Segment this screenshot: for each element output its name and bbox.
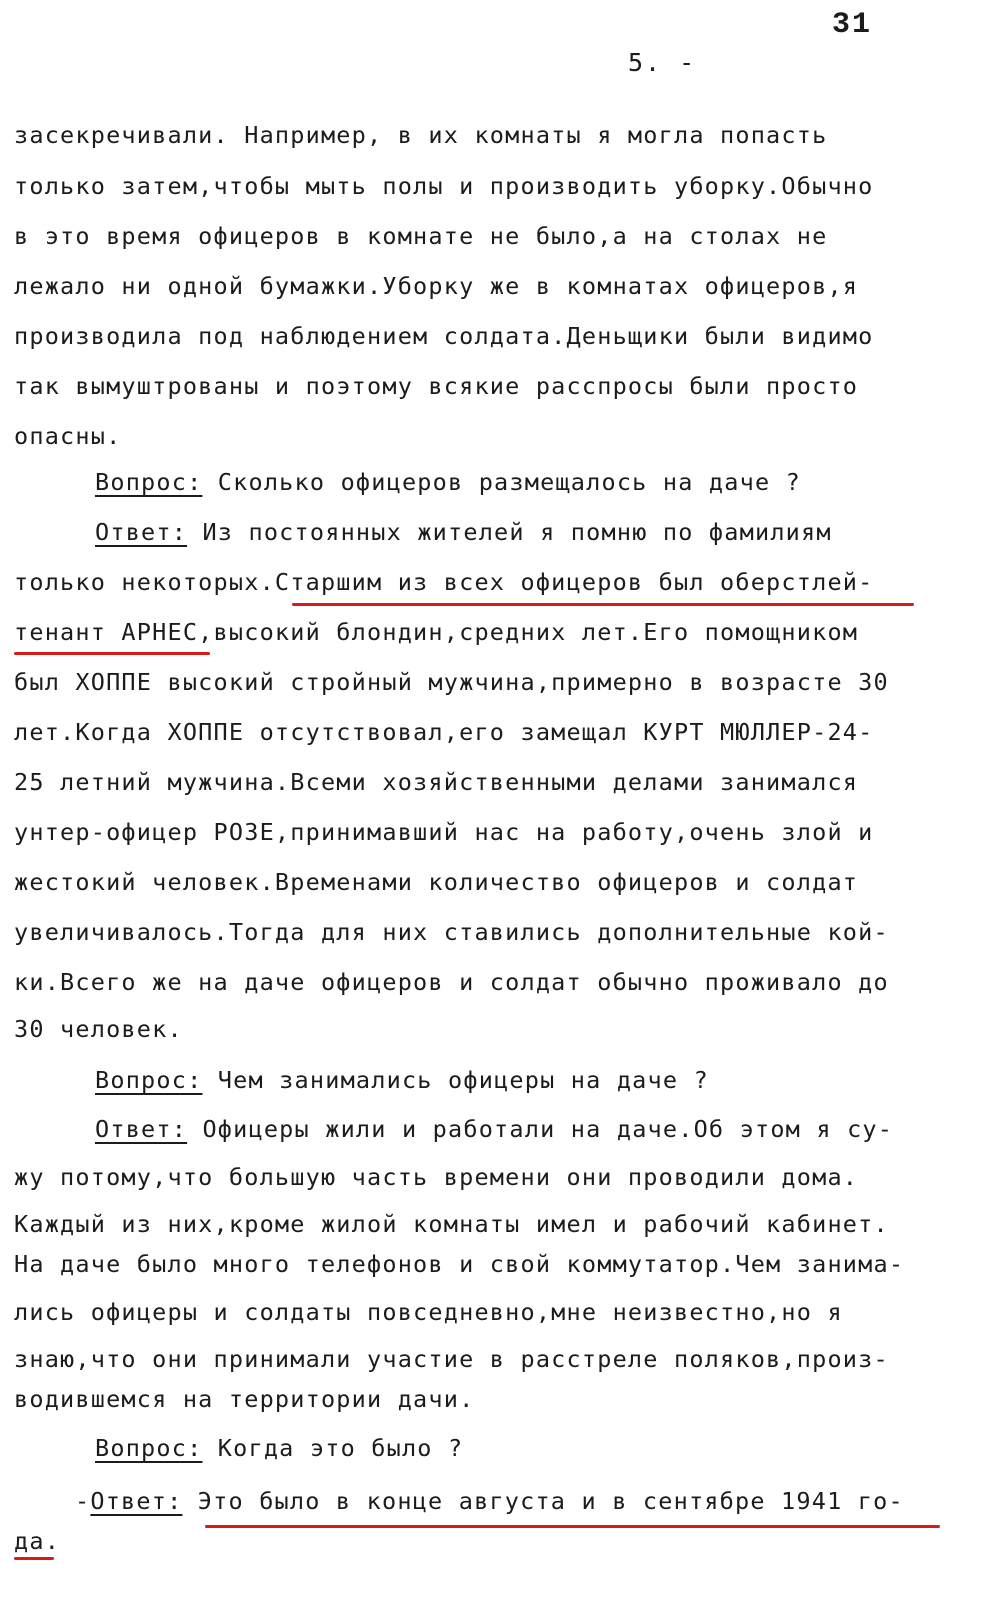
answer-text: Офицеры жили и работали на даче.Об этом я су- xyxy=(187,1115,894,1143)
archive-page-number: 31 xyxy=(831,8,872,42)
question-label: Вопрос: xyxy=(95,1434,203,1462)
text-line: Каждый из них,кроме жилой комнаты имел и рабочий кабинет. xyxy=(14,1210,889,1238)
question-text: Когда это было ? xyxy=(202,1434,464,1462)
text-line: в это время офицеров в комнате не было,а на столах не xyxy=(14,222,828,250)
answer-text: Это было в конце августа и в сентябре 1941 го- xyxy=(182,1487,904,1515)
question-text: Чем занимались офицеры на даче ? xyxy=(202,1066,709,1094)
red-underline-mark xyxy=(292,603,914,606)
answer-prefix: - xyxy=(75,1487,91,1515)
question-line xyxy=(95,1434,463,1462)
question-line xyxy=(95,1066,709,1094)
question-line xyxy=(95,468,801,496)
answer-text: Из постоянных жителей я помню по фамилиям xyxy=(187,518,832,546)
text-line: засекречивали. Например, в их комнаты я могла попасть xyxy=(14,121,828,149)
text-line: да. xyxy=(14,1527,61,1555)
text-line: лет.Когда ХОППЕ отсутствовал,его замещал КУРТ МЮЛЛЕР-24- xyxy=(14,718,874,746)
question-label: Вопрос: xyxy=(95,1066,203,1094)
text-line: жу потому,что большую часть времени они проводили дома. xyxy=(14,1163,859,1191)
text-line: 25 летний мужчина.Всеми хозяйственными делами занимался xyxy=(14,768,859,796)
red-underline-mark xyxy=(14,652,210,655)
question-label: Вопрос: xyxy=(95,468,203,496)
text-line: так вымуштрованы и поэтому всякие расспросы были просто xyxy=(14,372,859,400)
text-line: водившемся на территории дачи. xyxy=(14,1385,475,1413)
answer-label: Ответ: xyxy=(95,1115,188,1143)
text-line: только некоторых.Старшим из всех офицеров был оберстлей- xyxy=(14,568,874,596)
text-line: лись офицеры и солдаты повседневно,мне неизвестно,но я xyxy=(14,1298,843,1326)
text-line: производила под наблюдением солдата.Деньщики были видимо xyxy=(14,322,874,350)
answer-label: Ответ: xyxy=(90,1487,183,1515)
text-line: унтер-офицер РОЗЕ,принимавший нас на работу,очень злой и xyxy=(14,818,874,846)
text-line: знаю,что они принимали участие в расстреле поляков,произ- xyxy=(14,1345,889,1373)
text-line: увеличивалось.Тогда для них ставились дополнительные кой- xyxy=(14,918,889,946)
answer-line xyxy=(95,1115,893,1143)
answer-line xyxy=(95,518,832,546)
text-line: опасны. xyxy=(14,422,122,450)
red-underline-mark xyxy=(14,1557,54,1560)
answer-label: Ответ: xyxy=(95,518,188,546)
red-underline-mark xyxy=(205,1525,940,1528)
answer-line xyxy=(75,1487,904,1515)
page-number: 5. - xyxy=(628,48,697,77)
text-line: жестокий человек.Временами количество офицеров и солдат xyxy=(14,868,859,896)
text-line: 30 человек. xyxy=(14,1015,183,1043)
text-line: только затем,чтобы мыть полы и производить уборку.Обычно xyxy=(14,172,874,200)
text-line: был ХОППЕ высокий стройный мужчина,примерно в возрасте 30 xyxy=(14,668,889,696)
text-line: На даче было много телефонов и свой коммутатор.Чем занима- xyxy=(14,1250,905,1278)
text-line: тенант АРНЕС,высокий блондин,средних лет.Его помощником xyxy=(14,618,859,646)
question-text: Сколько офицеров размещалось на даче ? xyxy=(202,468,802,496)
text-line: ки.Всего же на даче офицеров и солдат обычно проживало до xyxy=(14,968,889,996)
text-line: лежало ни одной бумажки.Уборку же в комнатах офицеров,я xyxy=(14,272,859,300)
